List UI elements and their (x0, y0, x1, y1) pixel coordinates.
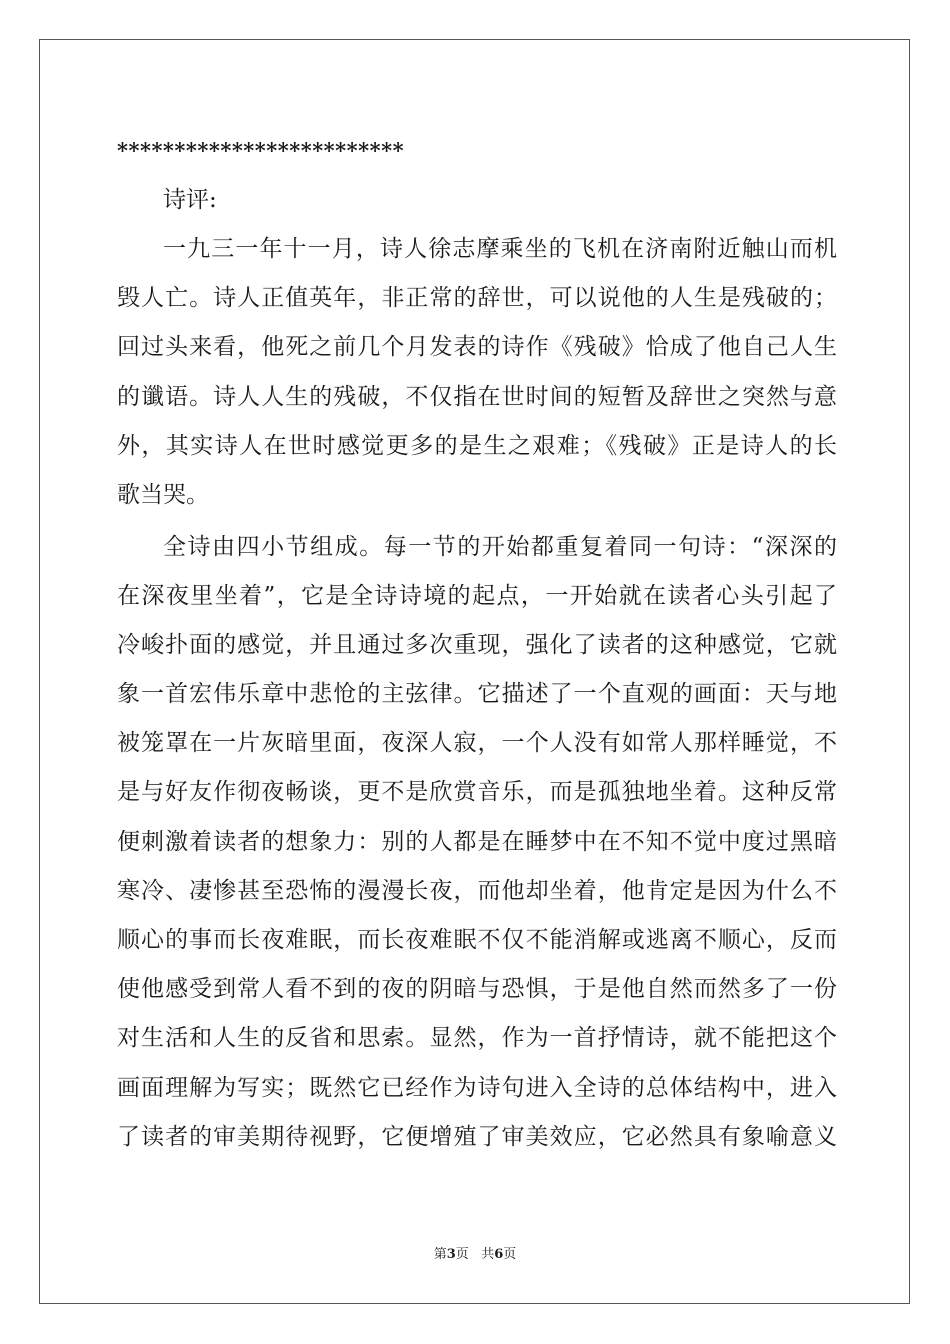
paragraph-2-line: 对生活和人生的反省和思索。显然，作为一首抒情诗，就不能把这个 (117, 1025, 837, 1051)
paragraph-2-line: 被笼罩在一片灰暗里面，夜深人寂，一个人没有如常人那样睡觉，不 (117, 730, 837, 756)
page-prefix: 第 (433, 1247, 447, 1262)
paragraph-2-line: 画面理解为写实；既然它已经作为诗句进入全诗的总体结构中，进入 (117, 1075, 837, 1101)
paragraph-2-line: 象一首宏伟乐章中悲怆的主弦律。它描述了一个直观的画面：天与地 (117, 681, 837, 707)
total-suffix: 页 (503, 1247, 517, 1262)
paragraph-1-line: 外，其实诗人在世时感觉更多的是生之艰难；《残破》正是诗人的长 (117, 433, 837, 459)
paragraph-2-line: 全诗由四小节组成。每一节的开始都重复着同一句诗：“深深的 (163, 534, 837, 560)
separator-asterisks: ************************* (117, 138, 405, 163)
total-prefix: 共 (481, 1247, 495, 1262)
paragraph-2-line: 冷峻扑面的感觉，并且通过多次重现，强化了读者的这种感觉，它就 (117, 632, 837, 658)
paragraph-1-line: 歌当哭。 (117, 482, 209, 508)
paragraph-2-line: 使他感受到常人看不到的夜的阴暗与恐惧，于是他自然而然多了一份 (117, 976, 837, 1002)
paragraph-1-line: 毁人亡。诗人正值英年，非正常的辞世，可以说他的人生是残破的； (117, 285, 837, 311)
current-page-number: 3 (446, 1247, 456, 1262)
paragraph-1-line: 一九三一年十一月，诗人徐志摩乘坐的飞机在济南附近触山而机 (163, 236, 837, 262)
page-footer (0, 1247, 950, 1263)
paragraph-1-line: 的谶语。诗人人生的残破，不仅指在世时间的短暂及辞世之突然与意 (117, 384, 837, 410)
paragraph-2-line: 便刺激着读者的想象力：别的人都是在睡梦中在不知不觉中度过黑暗 (117, 829, 837, 855)
total-page-number: 6 (494, 1247, 504, 1262)
section-heading: 诗评: (163, 187, 217, 213)
paragraph-2-line: 了读者的审美期待视野，它便增殖了审美效应，它必然具有象喻意义 (117, 1124, 837, 1150)
page-border (39, 39, 910, 1304)
page-suffix: 页 (455, 1247, 469, 1262)
paragraph-2-line: 在深夜里坐着”，它是全诗诗境的起点，一开始就在读者心头引起了 (117, 583, 837, 609)
paragraph-2-line: 顺心的事而长夜难眠，而长夜难眠不仅不能消解或逃离不顺心，反而 (117, 927, 837, 953)
paragraph-2-line: 寒冷、凄惨甚至恐怖的漫漫长夜，而他却坐着，他肯定是因为什么不 (117, 878, 837, 904)
paragraph-2-line: 是与好友作彻夜畅谈，更不是欣赏音乐，而是孤独地坐着。这种反常 (117, 779, 837, 805)
paragraph-1-line: 回过头来看，他死之前几个月发表的诗作《残破》恰成了他自己人生 (117, 334, 837, 360)
